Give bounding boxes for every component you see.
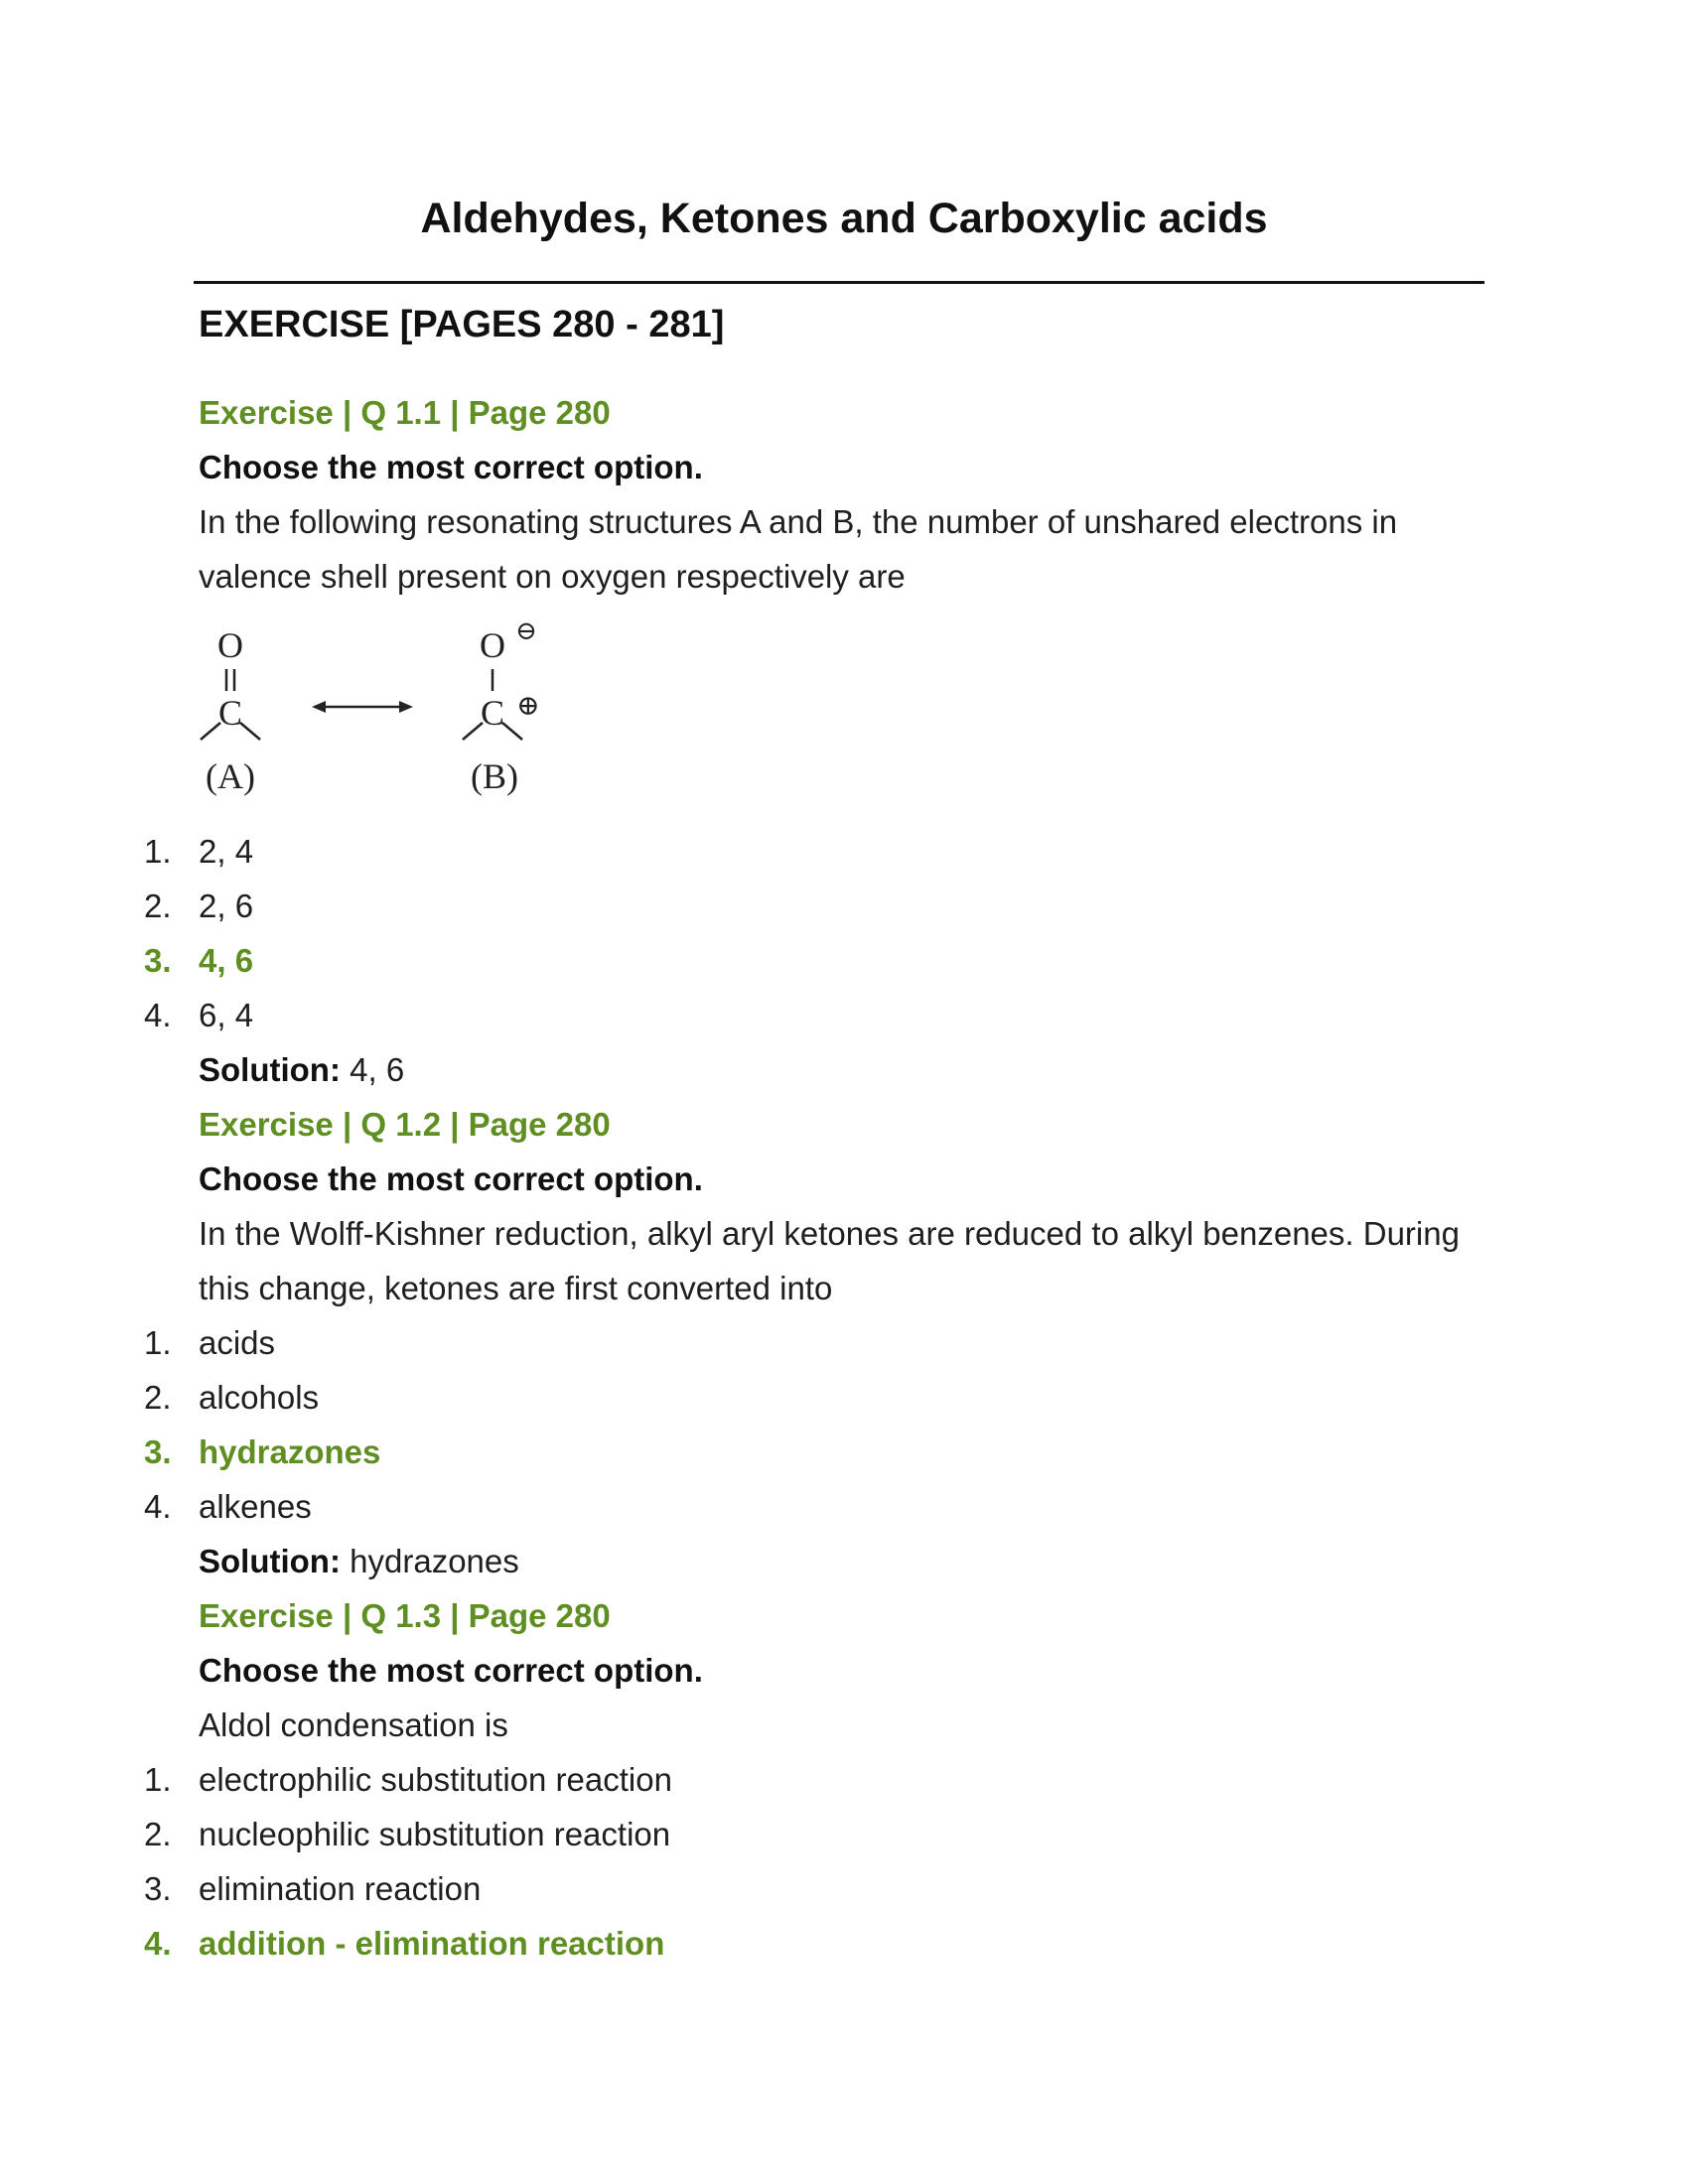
structure-b-label: (B) [471,756,518,796]
question-instruction: Choose the most correct option. [199,1160,703,1197]
single-bond-line [502,723,522,740]
question-text-line: valence shell present on oxygen respectively are [199,558,906,595]
arrow-head-left [312,701,326,713]
list-item: 1. acids [144,1324,276,1361]
oxygen-atom-b: O [480,625,505,665]
question-text-line: In the following resonating structures A and B, the number of unshared electrons in [199,503,1398,540]
list-item-correct: 3. 4, 6 [144,942,254,979]
section-heading: EXERCISE [PAGES 280 - 281] [199,304,725,345]
question-text-line: this change, ketones are first converted into [199,1270,833,1306]
resonance-diagram [199,608,596,816]
question-meta: Exercise | Q 1.2 | Page 280 [199,1106,611,1143]
solution-label: Solution: [199,1543,341,1579]
plus-charge-icon: ⊕ [516,691,540,722]
solution-value: 4, 6 [350,1051,405,1088]
structure-a-label: (A) [206,756,255,796]
carbon-atom-a: C [217,693,243,733]
question-1-1-header [199,385,1489,604]
list-item: 1. electrophilic substitution reaction [144,1761,672,1798]
question-1-1-solution [199,1042,404,1097]
title-divider [194,281,1484,284]
question-instruction: Choose the most correct option. [199,449,703,485]
question-text-line: In the Wolff-Kishner reduction, alkyl aryl ketones are reduced to alkyl benzenes. During [199,1215,1460,1252]
oxygen-atom-a: O [217,625,243,665]
solution-label: Solution: [199,1051,341,1088]
page-title: Aldehydes, Ketones and Carboxylic acids [420,195,1268,242]
question-1-1-options [144,824,1435,1042]
list-item-correct: 3. hydrazones [144,1433,381,1470]
carbon-atom-b: C [480,693,505,733]
question-1-2-header [199,1097,1489,1315]
arrow-head-right [399,701,413,713]
list-item: 2. nucleophilic substitution reaction [144,1816,671,1852]
list-item: 2. 2, 6 [144,887,254,924]
question-instruction: Choose the most correct option. [199,1652,703,1689]
question-meta: Exercise | Q 1.1 | Page 280 [199,394,611,431]
question-1-2-options [144,1315,1435,1534]
list-item: 4. alkenes [144,1488,312,1525]
list-item: 2. alcohols [144,1379,320,1416]
single-bond-line [240,723,260,740]
list-item: 3. elimination reaction [144,1870,482,1907]
question-1-3-options [144,1752,1435,1971]
question-meta: Exercise | Q 1.3 | Page 280 [199,1597,611,1634]
minus-charge-icon: ⊖ [515,616,537,645]
list-item-correct: 4. addition - elimination reaction [144,1925,665,1962]
question-text-line: Aldol condensation is [199,1706,508,1743]
question-1-2-solution [199,1534,519,1588]
solution-value: hydrazones [350,1543,519,1579]
resonance-structures-figure [199,608,596,816]
list-item: 4. 6, 4 [144,997,254,1033]
question-1-3-header [199,1588,1489,1752]
list-item: 1. 2, 4 [144,833,254,870]
